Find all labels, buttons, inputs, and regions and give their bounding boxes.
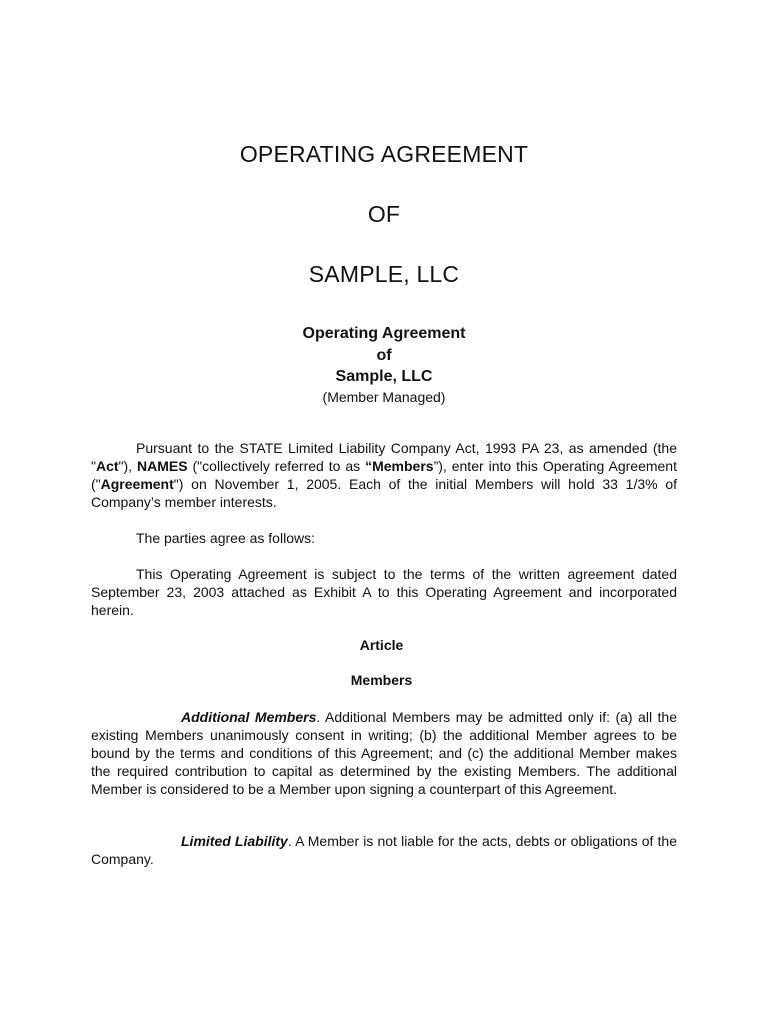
subtitle-line3: Sample, LLC [335,368,433,385]
intro-text-e: ") on November 1, 2005. Each of the initial Members will hold 33 1/3% of Company’s member interests. [91,476,677,510]
subtitle-line2: of [376,347,392,364]
additional-members-title: Additional Members [181,709,317,725]
intro-text-a: Pursuant to the STATE Limited Liability Company Act, 1993 PA 23, as amended (the " [91,440,677,474]
intro-paragraph [91,439,677,511]
article-heading: Article [359,637,404,653]
limited-liability-title: Limited Liability [181,833,288,849]
subtitle-line1: Operating Agreement [302,325,466,342]
additional-members-section [91,708,677,798]
act-term: Act [95,458,119,474]
document-title-line3: SAMPLE, LLC [308,261,460,287]
document-title-line2: OF [367,201,401,227]
agreement-term: Agreement [100,476,174,492]
names-term: NAMES [137,458,188,474]
additional-members-text: . Additional Members may be admitted only if: (a) all the existing Members unanimously consent in writing; (b) the additional Member agrees to be bound by the terms and conditions of this Agreement; and (c) the additional Member makes the required contribution to capital as determined by the existing Members. The additional Member is considered to be a Member upon signing a counterpart of this Agreement. [91,709,678,797]
document-title-line1: OPERATING AGREEMENT [239,141,529,167]
subtitle-note: (Member Managed) [322,389,446,405]
parties-agree-paragraph: The parties agree as follows: [136,530,315,546]
intro-text-b: "), [118,458,138,474]
members-heading: Members [350,672,413,688]
limited-liability-text: . A Member is not liable for the acts, debts or obligations of the Company. [91,833,677,867]
members-term: “Members [365,458,434,474]
exhibit-paragraph: This Operating Agreement is subject to the terms of the written agreement dated September 23, 2003 attached as Exhibit A to this Operating Agreement and incorporated herein. [91,566,677,618]
intro-text-d: ”), enter into this Operating Agreement (" [91,458,677,492]
limited-liability-section [91,832,677,868]
intro-text-c: ("collectively referred to as [187,458,366,474]
